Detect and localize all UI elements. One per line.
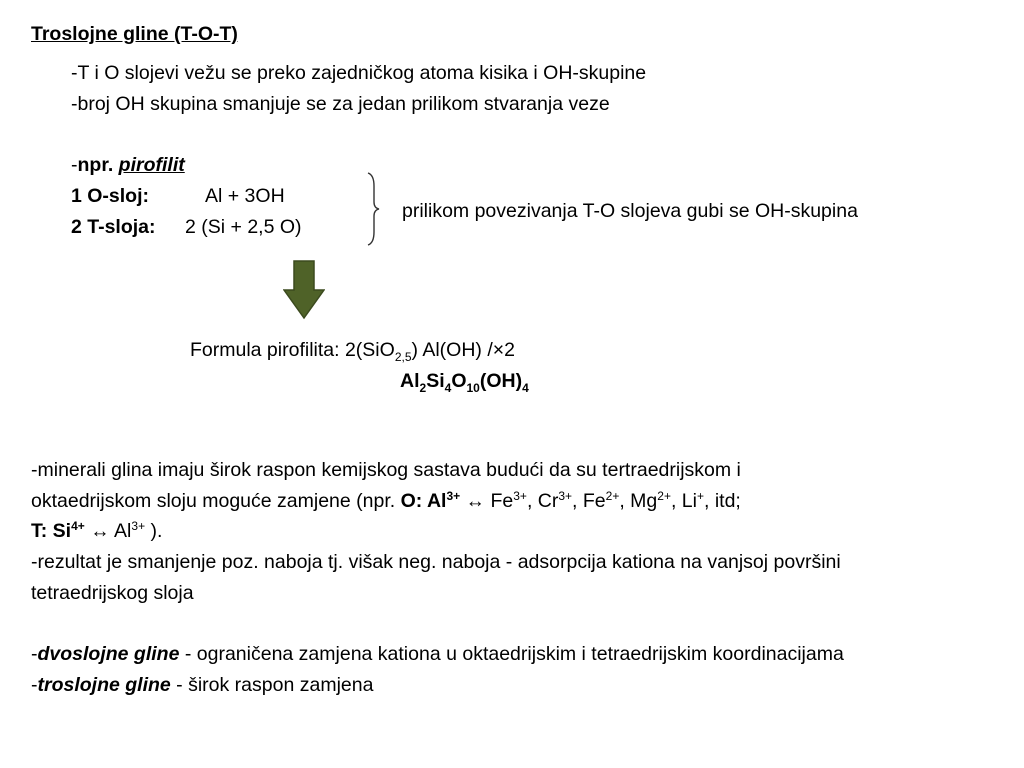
substitution-line-1: -minerali glina imaju širok raspon kemijskog sastava budući da su tertraedrijskom i — [31, 459, 741, 481]
three-layer-desc: - širok raspon zamjena — [170, 674, 374, 696]
formula-prefix: Formula pirofilita: 2(SiO — [190, 339, 395, 361]
t-layer-label: 2 T-sloja: — [71, 216, 156, 238]
final-oh: (OH) — [479, 370, 523, 392]
final-si-sub: 4 — [444, 381, 452, 395]
substitution-text: oktaedrijskom sloju moguće zamjene (npr. — [31, 490, 401, 512]
fe2-sup: 2+ — [605, 489, 620, 503]
t-al: Al — [114, 520, 132, 542]
substitution-line-2 — [31, 489, 741, 512]
o-label: O: Al — [400, 490, 447, 512]
fe: Fe — [490, 490, 514, 512]
example-dash: - — [71, 154, 78, 176]
final-o: O — [451, 370, 467, 392]
three-layer-dash: - — [31, 674, 38, 696]
intro-line-2: -broj OH skupina smanjuje se za jedan prilikom stvaranja veze — [71, 93, 610, 115]
substitution-line-3 — [31, 519, 163, 542]
fe-sup: 3+ — [513, 489, 527, 503]
mg: , Mg — [619, 490, 658, 512]
slide-title: Troslojne gline (T-O-T) — [31, 23, 238, 45]
cr: , Cr — [526, 490, 559, 512]
t-sup: 4+ — [71, 519, 85, 533]
intro-line-1: -T i O slojevi vežu se preko zajedničkog atoma kisika i OH-skupine — [71, 62, 647, 84]
o-layer-label: 1 O-sloj: — [71, 185, 150, 207]
mg-sup: 2+ — [657, 489, 671, 503]
fe2: , Fe — [572, 490, 606, 512]
two-layer-term: dvoslojne gline — [37, 643, 180, 665]
t-al-sup: 3+ — [131, 519, 146, 533]
o-layer-value: Al + 3OH — [205, 185, 285, 207]
down-arrow-icon — [283, 260, 325, 320]
final-o-sub: 10 — [466, 381, 480, 395]
example-mineral: pirofilit — [118, 154, 185, 176]
result-line-2: tetraedrijskog sloja — [31, 582, 194, 604]
two-layer-line — [31, 645, 844, 665]
two-layer-dash: - — [31, 643, 38, 665]
final-al-sub: 2 — [419, 381, 427, 395]
formula-suffix: ) Al(OH) /×2 — [411, 339, 515, 361]
o-arrow: ↔ — [460, 490, 491, 512]
final-oh-sub: 4 — [522, 381, 529, 395]
result-line-1: -rezultat je smanjenje poz. naboja tj. višak neg. naboja - adsorpcija kationa na vanjsoj površini — [31, 551, 841, 573]
brace-note: prilikom povezivanja T-O slojeva gubi se OH-skupina — [402, 200, 858, 222]
t-end: ). — [145, 520, 163, 542]
three-layer-line — [31, 676, 373, 696]
example-heading — [71, 156, 185, 176]
two-layer-desc: - ograničena zamjena kationa u oktaedrijskim i tetraedrijskim koordinacijama — [179, 643, 844, 665]
cr-sup: 3+ — [558, 489, 573, 503]
final-si: Si — [426, 370, 445, 392]
t-label: T: Si — [31, 520, 72, 542]
li: , Li — [670, 490, 697, 512]
t-layer-value: 2 (Si + 2,5 O) — [185, 216, 302, 238]
final-al: Al — [400, 370, 420, 392]
example-npr: npr. — [77, 154, 119, 176]
formula-line — [190, 339, 515, 364]
li-sup: + — [696, 489, 704, 503]
t-arrow: ↔ — [84, 520, 115, 542]
curly-brace-icon — [366, 172, 380, 246]
o-sup: 3+ — [446, 489, 461, 503]
itd: , itd; — [703, 490, 741, 512]
final-formula — [400, 370, 529, 395]
three-layer-term: troslojne gline — [37, 674, 171, 696]
formula-sub: 2,5 — [394, 350, 412, 364]
